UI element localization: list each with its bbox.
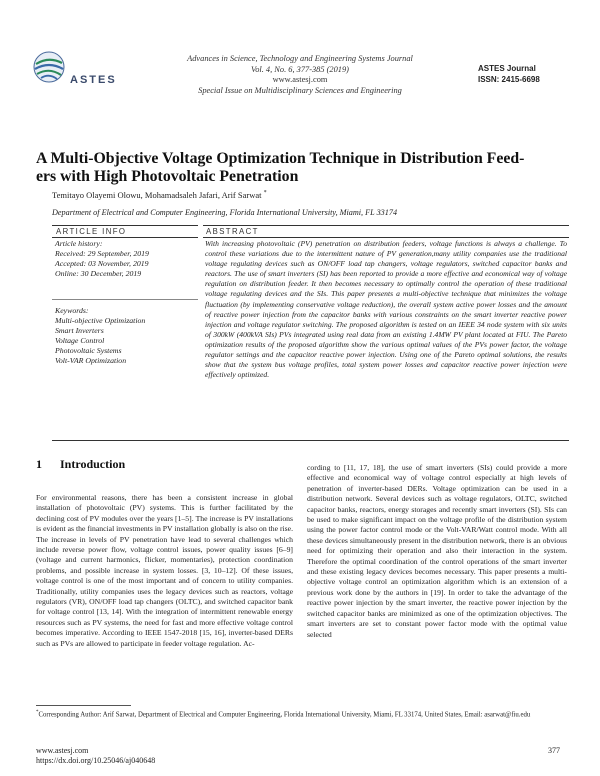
corresponding-mark: * [263,190,267,197]
keyword-item: Smart Inverters [55,326,104,335]
section-title: Introduction [60,457,126,471]
abstract-heading: ABSTRACT [206,227,259,236]
paper-title [36,150,566,186]
volume-line: Vol. 4, No. 6, 377-385 (2019) [251,64,349,74]
keywords [55,306,195,366]
article-info-heading: ARTICLE INFO [56,227,127,236]
journal-header [0,40,600,120]
title-line-1: A Multi-Objective Voltage Optimization Technique in Distribution Feed- [36,150,525,167]
abstract-end-rule [52,440,569,441]
intro-right-column: cording to [11, 17, 18], the use of smart inverters (SIs) could provide a more effective and economical way of voltage control especially at high levels of penetration of inverter-based DERs. Voltage optimization can be used in a distribution network. Several devices such as voltage regulators, OLTC, switched capacitor banks, reactors, energy storages and recently smart inverters (SI). SIs can be used to make significant impact on the voltage profile of the distribution system using the power factor control mode or the Volt-VAR/Watt control mode. With all these devices simultaneously present in the distribution network, there is an obvious need for optimizing their operation and also their interaction in the system. Therefore the optimal coordination of the control operations of the smart inverter and these existing legacy devices becomes necessary. This paper presents a multi-objective voltage control an optimization algorithm which is an extension of a previous work done by the authors in [19]. In order to take the advantage of the reactive power injection by the smart inverter, the reactive power injection by the switched capacitor banks are minimized as one of the optimization objectives. The smart inverters are set to constant power factor mode with the optimal value selected [307,463,567,639]
abstract-text: With increasing photovoltaic (PV) penetration on distribution feeders, voltage functions is always a challenge. To control these variations due to the intermittent nature of PV generation,many utility companies use the traditional voltage regulating devices such as ON/OFF load tap changers, voltage regulators, switched capacitor banks and reactors. The use of smart inverters (SI) has been reported to provide a more effective and economical way of voltage regulation on distribution feeder. It then becomes necessary to optimally control the operation of these traditional voltage regulating devices and the SIs. This paper presents a multi-objective technique that minimizes the voltage fluctuation (by implementing conservative voltage reduction), the overall system active power losses and the amount of reactive power injection from the capacitor banks with various constraints on the smart inverter reactive power injection and voltage regulator switching. The proposed algorithm is tested on an IEEE 34 node system with six units of 300kW (400kVA SIs) PVs integrated using real data from an existing 1.4MW PV plant located at FIU. The Pareto optimization results of the proposed algorithm show the various optimal values of the PVs power factor, the voltage regulator settings and the capacitor reactive power injection. Using one of the Pareto optimal solutions, the results show that the system bus voltage profiles, total system power losses and capacitor reactive power injection were effectively optimized. [205,239,567,380]
journal-name: Advances in Science, Technology and Engineering Systems Journal [187,54,413,63]
page-footer [36,746,155,766]
journal-website[interactable]: www.astesj.com [272,75,328,84]
footnote-text: Corresponding Author: Arif Sarwat, Department of Electrical and Computer Engineering, Florida International University, Miami, FL 33174, United States, Email: asarwat@fiu.edu [38,711,531,719]
article-info-top-rule [52,225,198,226]
issn-box [478,64,540,85]
keyword-item: Voltage Control [55,336,105,345]
page-number: 377 [548,746,560,755]
received-date: Received: 29 September, 2019 [55,249,149,258]
issn: ISSN: 2415-6698 [478,74,540,84]
article-info-bottom-rule [52,237,198,238]
footer-doi[interactable]: https://dx.doi.org/10.25046/aj040648 [36,756,156,765]
keywords-rule [52,299,198,300]
journal-short-name: ASTES Journal [478,64,536,73]
introduction-heading [36,457,125,472]
article-history [55,239,195,279]
section-number: 1 [36,457,42,471]
logo-text: ASTES [70,74,117,86]
abstract-top-rule [203,225,569,226]
footer-website[interactable]: www.astesj.com [36,746,89,755]
keyword-item: Multi-objective Optimization [55,316,146,325]
keyword-item: Photovoltaic Systems [55,346,122,355]
title-line-2: ers with High Photovoltaic Penetration [36,168,299,185]
footnote-mark: * [36,710,39,715]
affiliation: Department of Electrical and Computer Engineering, Florida International University, Miami, FL 33174 [52,208,398,217]
accepted-date: Accepted: 03 November, 2019 [55,259,149,268]
history-label: Article history: [55,239,103,248]
intro-left-column: For environmental reasons, there has been a consistent increase in global installation of photovoltaic (PV) systems. This is further facilitated by the declining cost of PV modules over the years [1–5]. The increase is PV installations is evident as the financial investments in PV installation globally is also on the rise. The increase in levels of PV penetration have lead to several challenges which include reverse power flow, voltage control issues, power quality issues [6–9] (voltage and current harmonics, flicker, momentaries), protection coordination problems, and possible increase in system losses. [3, 10–12]. Of these issues, voltage control is one of the most important and of concern to utility companies. Traditionally, utility companies uses the legacy devices such as reactors, voltage regulators (VR), ON/OFF load tap changers (OLTC), and switched capacitor bank for voltage control [13, 14]. With the integration of intermittent renewable energy resources such as PV systems, the need for fast and more effective voltage control becomes imperative. According to IEEE 1547-2018 [15, 16], inverter-based DERs such as PVs are allowed to participate in feeder voltage regulation. Ac- [36,493,293,648]
astes-logo [32,50,122,90]
journal-info [130,54,470,96]
author-names: Temitayo Olayemi Olowu, Mohamadsaleh Jafari, Arif Sarwat [52,190,262,200]
special-issue: Special Issue on Multidisciplinary Sciences and Engineering [198,85,402,95]
authors [52,190,267,200]
footnote [36,708,567,719]
online-date: Online: 30 December, 2019 [55,269,142,278]
footnote-rule [36,705,131,706]
keyword-item: Volt-VAR Optimization [55,356,127,365]
abstract-bottom-rule [203,237,569,238]
keywords-label: Keywords: [55,306,89,315]
globe-logo-icon [32,50,68,84]
